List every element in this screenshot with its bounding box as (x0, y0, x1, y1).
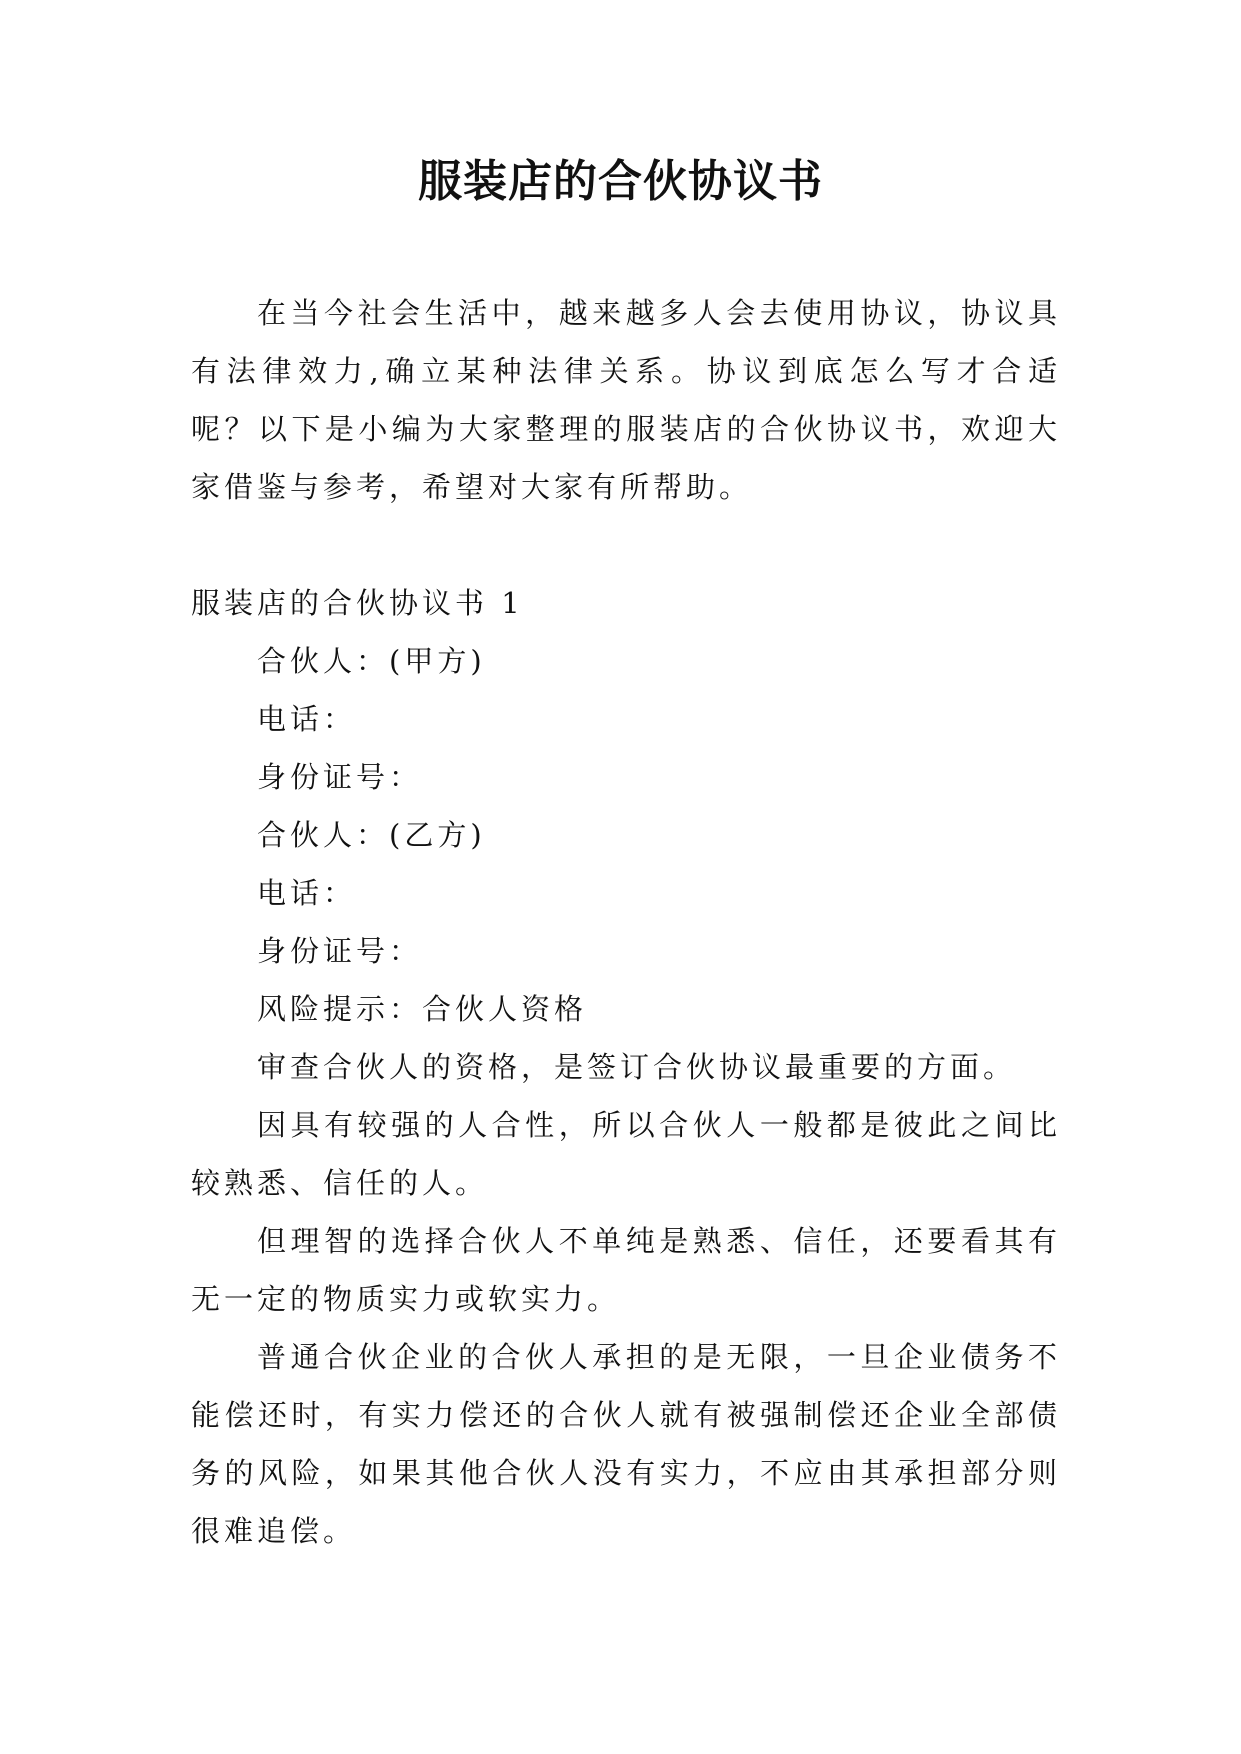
party-a-line: 合伙人：(甲方) (257, 644, 486, 678)
party-b-phone-line: 电话： (257, 876, 357, 910)
section-heading: 服装店的合伙协议书 1 (191, 586, 524, 620)
document-body (191, 284, 1061, 1560)
party-a-phone-line: 电话： (257, 702, 357, 736)
party-b-line: 合伙人：(乙方) (257, 818, 486, 852)
body-paragraph: 因具有较强的人合性，所以合伙人一般都是彼此之间比较熟悉、信任的人。 (191, 1108, 1061, 1200)
body-paragraph: 普通合伙企业的合伙人承担的是无限，一旦企业债务不能偿还时，有实力偿还的合伙人就有被强制偿还企业全部债务的风险，如果其他合伙人没有实力，不应由其承担部分则很难追偿。 (191, 1340, 1061, 1548)
party-b-id-line: 身份证号： (257, 934, 423, 968)
risk-heading: 风险提示：合伙人资格 (257, 992, 588, 1026)
party-a-id-line: 身份证号： (257, 760, 423, 794)
intro-paragraph: 在当今社会生活中，越来越多人会去使用协议，协议具有法律效力,确立某种法律关系。协议到底怎么写才合适呢？以下是小编为大家整理的服装店的合伙协议书，欢迎大家借鉴与参考，希望对大家有所帮助。 (191, 296, 1061, 504)
document-title: 服装店的合伙协议书 (418, 156, 823, 207)
body-paragraph: 审查合伙人的资格，是签订合伙协议最重要的方面。 (257, 1050, 1017, 1084)
body-paragraph: 但理智的选择合伙人不单纯是熟悉、信任，还要看其有无一定的物质实力或软实力。 (191, 1224, 1061, 1316)
